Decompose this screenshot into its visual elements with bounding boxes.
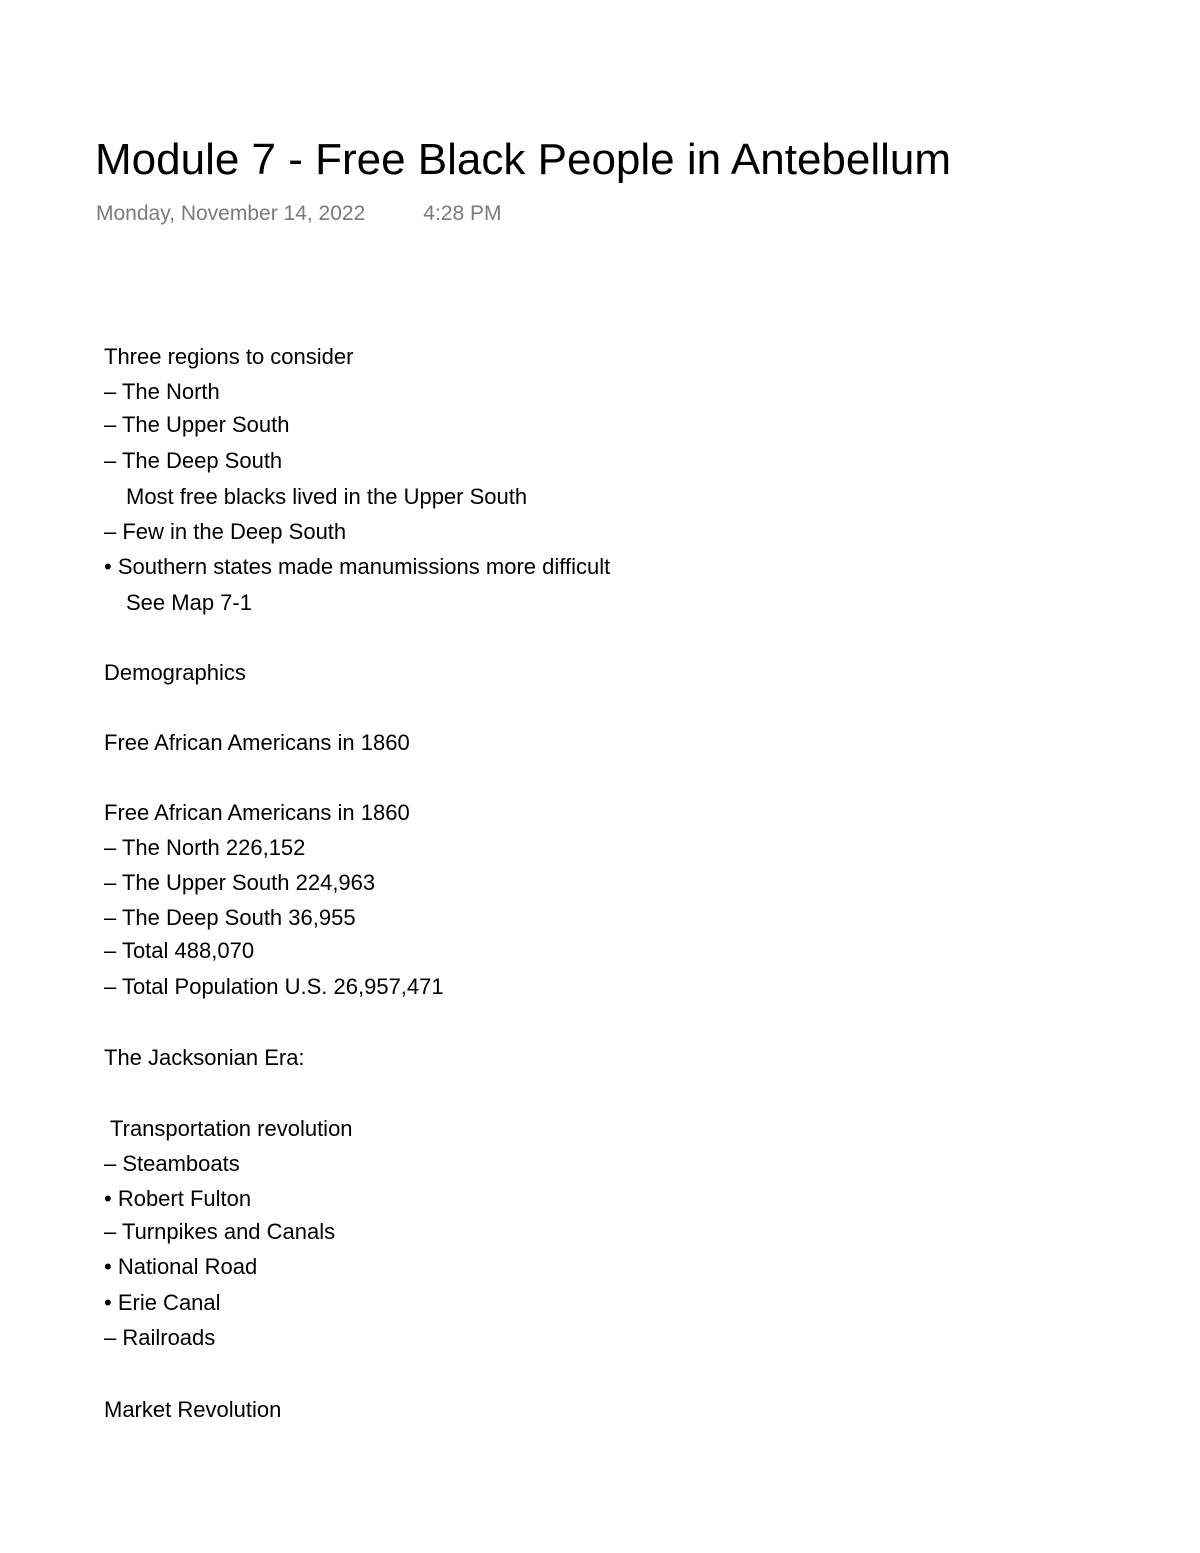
transportation-heading: Transportation revolution <box>110 1116 353 1141</box>
list-item: See Map 7-1 <box>126 590 252 615</box>
free-1860-heading: Free African Americans in 1860 <box>104 730 410 755</box>
stat-item: – The Deep South 36,955 <box>104 905 356 930</box>
free-1860-stats-heading: Free African Americans in 1860 <box>104 800 410 825</box>
list-item: • Robert Fulton <box>104 1186 252 1211</box>
note-date: Monday, November 14, 2022 <box>96 202 366 225</box>
list-item: – The North <box>104 379 220 404</box>
stat-item: – The Upper South 224,963 <box>104 870 376 895</box>
list-item: – Steamboats <box>104 1151 240 1176</box>
list-item: Most free blacks lived in the Upper South <box>126 484 528 509</box>
list-item: – Turnpikes and Canals <box>104 1219 336 1244</box>
page-title: Module 7 - Free Black People in Antebellum <box>95 135 952 184</box>
list-item: – The Upper South <box>104 412 290 437</box>
note-time: 4:28 PM <box>423 202 502 225</box>
stat-item: – Total 488,070 <box>104 938 255 963</box>
list-item: • Erie Canal <box>104 1290 221 1315</box>
regions-heading: Three regions to consider <box>104 344 354 369</box>
list-item: – The Deep South <box>104 448 283 473</box>
list-item: – Few in the Deep South <box>104 519 347 544</box>
demographics-heading: Demographics <box>104 660 246 685</box>
stat-item: – Total Population U.S. 26,957,471 <box>104 974 444 999</box>
note-timestamp <box>96 199 502 229</box>
jacksonian-heading: The Jacksonian Era: <box>104 1045 305 1070</box>
stat-item: – The North 226,152 <box>104 835 306 860</box>
cutoff-text-fragment <box>310 1432 334 1438</box>
market-heading: Market Revolution <box>104 1397 282 1422</box>
list-item: • National Road <box>104 1254 258 1279</box>
list-item: – Railroads <box>104 1325 216 1350</box>
list-item: • Southern states made manumissions more difficult <box>104 554 611 579</box>
